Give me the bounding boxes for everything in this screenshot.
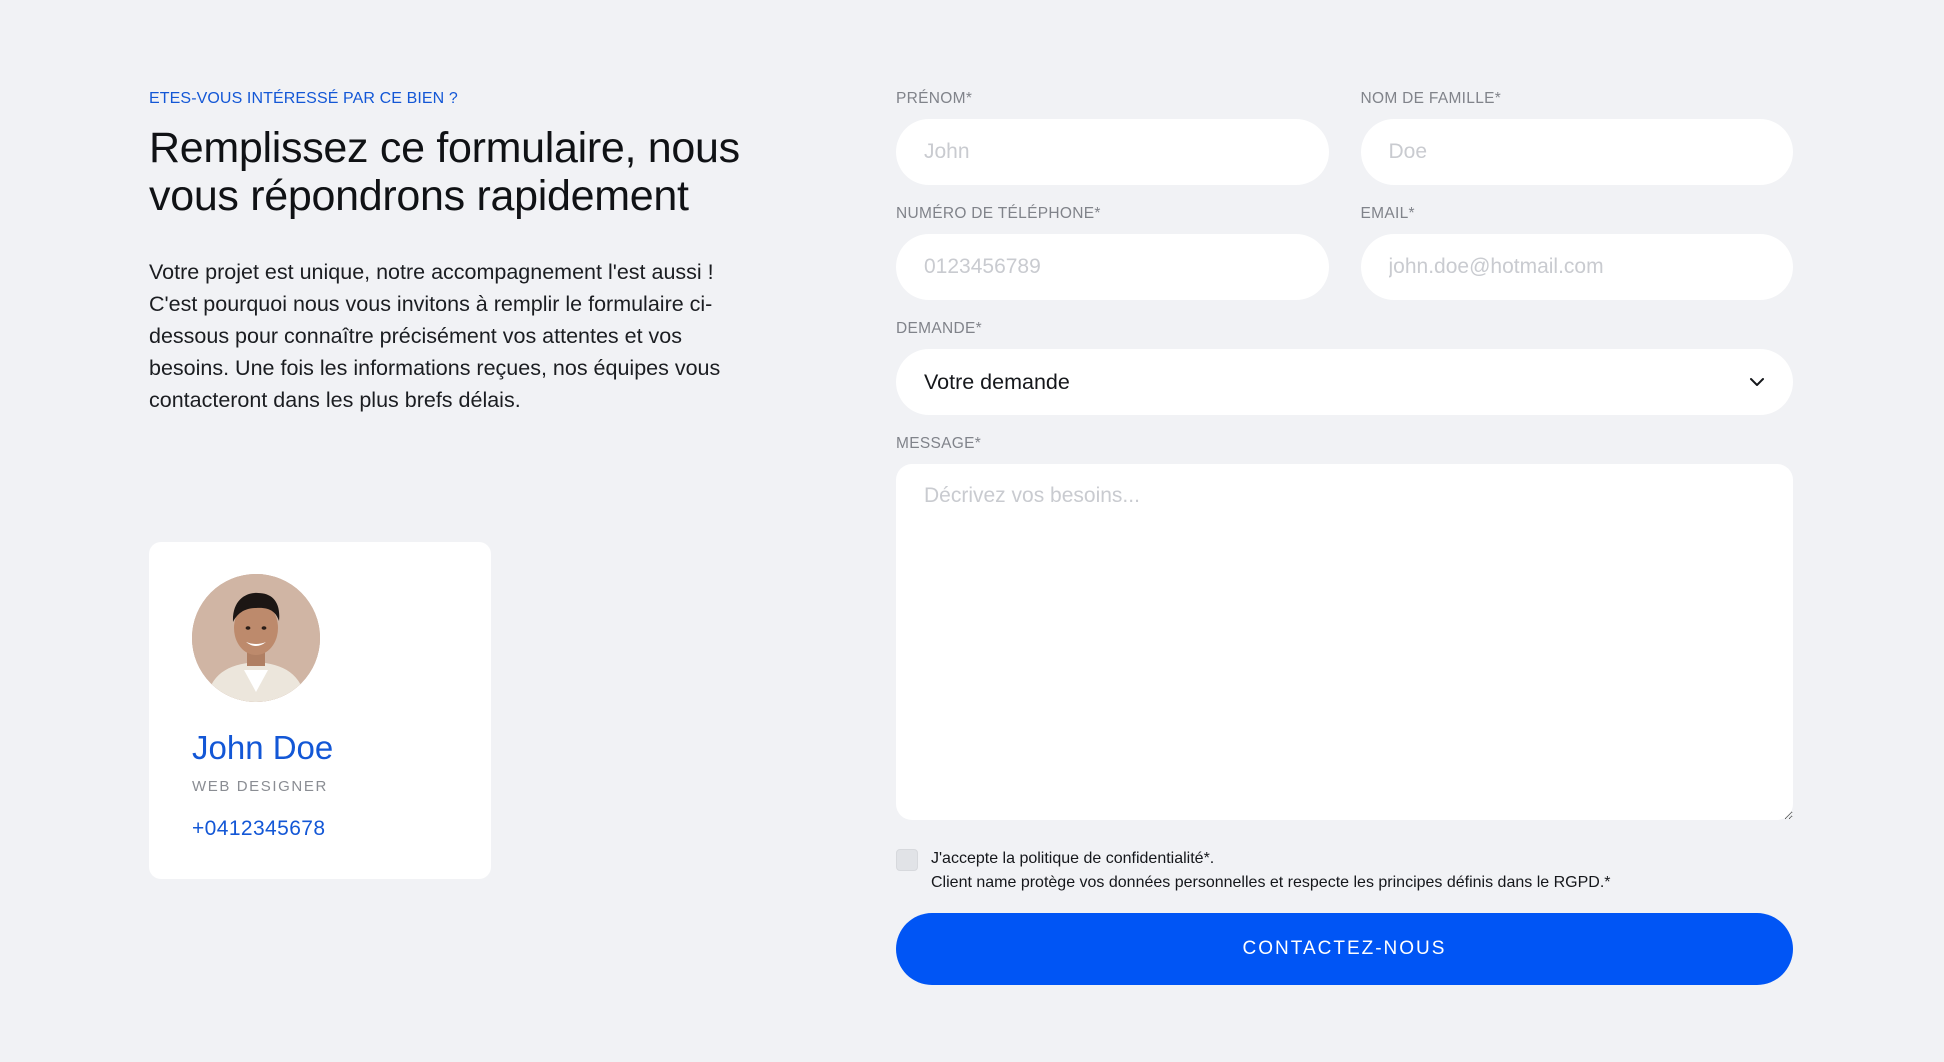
first-name-field[interactable] [896, 119, 1329, 185]
phone-group [896, 203, 1329, 300]
eyebrow-text: ETES-VOUS INTÉRESSÉ PAR CE BIEN ? [149, 90, 458, 107]
first-name-label: PRÉNOM* [896, 90, 973, 107]
consent-row [896, 847, 1793, 895]
request-select[interactable] [896, 349, 1793, 415]
message-group [896, 433, 1793, 825]
request-group [896, 318, 1793, 415]
request-label: DEMANDE* [896, 320, 982, 337]
consent-line-gdpr: Client name protège vos données personnelles et respecte les principes définis dans le RGPD.* [931, 874, 1611, 891]
first-name-group [896, 88, 1329, 185]
phone-label: NUMÉRO DE TÉLÉPHONE* [896, 205, 1101, 222]
agent-name: John Doe [192, 729, 334, 766]
email-group [1361, 203, 1794, 300]
contact-form [896, 88, 1793, 985]
intro-description: Votre projet est unique, notre accompagnement l'est aussi ! C'est pourquoi nous vous invitons à remplir le formulaire ci-dessous pour connaître précisément vos attentes et vos besoins. Une fois les informations reçues, nos équipes vous contacteront dans les plus brefs délais. [149, 260, 721, 412]
chevron-down-icon [1749, 377, 1765, 387]
last-name-label: NOM DE FAMILLE* [1360, 90, 1502, 107]
last-name-group [1361, 88, 1794, 185]
consent-text [931, 847, 1611, 895]
phone-field[interactable] [896, 234, 1329, 300]
consent-line-privacy: J'accepte la politique de confidentialité*. [931, 850, 1215, 867]
message-field[interactable] [896, 464, 1793, 820]
person-photo-icon [192, 574, 320, 702]
last-name-field[interactable] [1361, 119, 1794, 185]
request-select-value: Votre demande [924, 369, 1070, 394]
submit-button[interactable]: CONTACTEZ-NOUS [896, 913, 1793, 985]
avatar [192, 574, 320, 702]
message-label: MESSAGE* [896, 435, 982, 452]
email-label: EMAIL* [1360, 205, 1415, 222]
consent-checkbox[interactable] [896, 849, 918, 871]
page-title: Remplissez ce formulaire, nous vous répondrons rapidement [149, 124, 740, 220]
agent-card [149, 542, 491, 879]
intro-section [149, 88, 759, 416]
email-field[interactable] [1361, 234, 1794, 300]
agent-phone-link[interactable]: +0412345678 [192, 817, 326, 840]
agent-role: WEB DESIGNER [192, 778, 328, 795]
